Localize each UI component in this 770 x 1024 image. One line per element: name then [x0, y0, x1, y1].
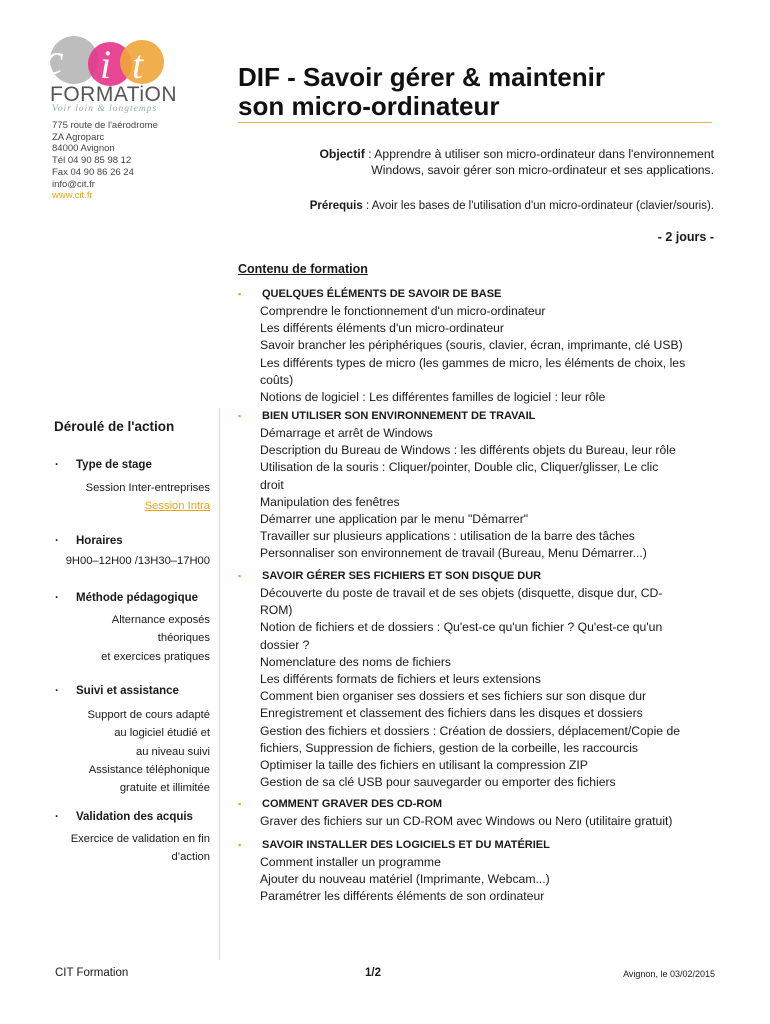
horaires-heading: · Horaires: [55, 535, 123, 547]
footer-company: CIT Formation: [55, 967, 129, 979]
section-heading: ▪ QUELQUES ÉLÉMENTS DE SAVOIR DE BASE: [238, 286, 718, 303]
title-line: son micro-ordinateur: [238, 91, 500, 121]
suivi-line: gratuite et illimitée: [119, 782, 210, 795]
section-item: Gestion de sa clé USB pour sauvegarder ou emporter des fichiers: [260, 775, 616, 790]
validation-line: Exercice de validation en fin: [70, 833, 210, 845]
bullet-icon: ▪: [238, 411, 242, 421]
suivi-line: au niveau suivi: [135, 745, 210, 758]
title-line: DIF - Savoir gérer & maintenir: [238, 62, 605, 92]
section-heading: ▪ SAVOIR INSTALLER DES LOGICIELS ET DU MATÉRIEL: [238, 837, 718, 854]
section-item: Les différents éléments d'un micro-ordinateur: [260, 321, 504, 336]
section-item: Comment installer un programme: [260, 855, 441, 869]
svg-text:c: c: [44, 35, 64, 84]
section-item: Nomenclature des noms de fichiers: [260, 654, 452, 669]
section-item: Notion de fichiers et de dossiers : Qu'est-ce qu'un fichier ? Qu'est-ce qu'un: [260, 620, 663, 635]
svg-text:i: i: [100, 42, 112, 87]
phone: Tél 04 90 85 98 12: [52, 155, 132, 167]
objectif-text: : Apprendre à utiliser son micro-ordinateur dans l'environnement: [364, 147, 714, 161]
address-block: [52, 120, 158, 202]
section-item: coûts): [260, 372, 294, 387]
section-item: Utilisation de la souris : Cliquer/pointer, Double clic, Cliquer/glisser, Le clic: [260, 460, 659, 475]
section-item: Ajouter du nouveau matériel (Imprimante, Webcam...): [260, 872, 550, 887]
section-heading: ▪ SAVOIR GÉRER SES FICHIERS ET SON DISQUE DUR: [238, 568, 718, 585]
validation-line: d’action: [171, 851, 210, 864]
duration: - 2 jours -: [657, 230, 714, 244]
section-item: Comprendre le fonctionnement d'un micro-ordinateur: [260, 304, 546, 318]
section-item: Découverte du poste de travail et de ses objets (disquette, disque dur, CD-: [260, 586, 663, 600]
content-section: [238, 286, 718, 406]
email-link[interactable]: info@cit.fr: [52, 178, 95, 190]
objectif-text: Windows, savoir gérer son micro-ordinateur et ses applications.: [371, 163, 714, 177]
validation-values: [40, 830, 210, 867]
content-title: Contenu de formation: [238, 262, 368, 276]
horaires-text: 9H00–12H00 /13H30–17H00: [65, 555, 210, 567]
bullet-icon: ▪: [238, 571, 242, 581]
methode-values: [40, 611, 210, 666]
section-item: droit: [260, 477, 284, 492]
section-item: Enregistrement et classement des fichiers dans les disques et dossiers: [260, 706, 643, 721]
methode-line: Alternance exposés: [111, 614, 210, 626]
section-heading: ▪ COMMENT GRAVER DES CD-ROM: [238, 796, 718, 813]
horaires-value: [40, 552, 210, 570]
sidebar-divider: [219, 408, 220, 960]
address-line: 775 route de l'aérodrome: [52, 120, 158, 131]
validation-heading: · Validation des acquis: [55, 811, 193, 823]
section-item: Démarrage et arrêt de Windows: [260, 426, 433, 440]
suivi-values: [40, 706, 210, 797]
content-section: [238, 568, 718, 791]
section-item: Personnaliser son environnement de travail (Bureau, Menu Démarrer...): [260, 546, 647, 561]
section-item: Notions de logiciel : Les différentes familles de logiciel : leur rôle: [260, 390, 606, 405]
title-underline: [238, 122, 712, 123]
content-section: [238, 408, 718, 563]
methode-line: théoriques: [157, 632, 210, 645]
section-item: Gestion des fichiers et dossiers : Création de dossiers, déplacement/Copie de: [260, 723, 681, 738]
type-stage-values: [40, 479, 210, 516]
fax: Fax 04 90 86 26 24: [52, 166, 134, 178]
prerequis-text: : Avoir les bases de l'utilisation d'un micro-ordinateur (clavier/souris).: [362, 200, 714, 212]
section-item: ROM): [260, 603, 293, 618]
section-item: dossier ?: [260, 637, 310, 652]
sidebar-title: Déroulé de l'action: [54, 419, 175, 434]
bullet-icon: ▪: [238, 840, 242, 850]
svg-text:t: t: [132, 42, 144, 87]
website-link[interactable]: www.cit.fr: [52, 190, 93, 202]
session-intra-link[interactable]: Session Intra: [144, 500, 210, 513]
content-section: [238, 796, 718, 830]
page-title: [238, 63, 605, 121]
section-item: Travailler sur plusieurs applications : utilisation de la barre des tâches: [260, 529, 635, 544]
suivi-line: Support de cours adapté: [87, 709, 210, 721]
section-item: Les différents types de micro (les gammes de micro, les éléments de choix, les: [260, 355, 686, 370]
address-line: 84000 Avignon: [52, 143, 115, 155]
footer-date: Avignon, le 03/02/2015: [623, 969, 715, 979]
type-stage-heading: · Type de stage: [55, 459, 152, 471]
methode-heading: · Méthode pédagogique: [55, 592, 199, 604]
section-item: Savoir brancher les périphériques (souris, clavier, écran, imprimante, clé USB): [260, 338, 683, 353]
bullet-icon: ▪: [238, 289, 242, 299]
section-item: Graver des fichiers sur un CD-ROM avec Windows ou Nero (utilitaire gratuit): [260, 814, 673, 828]
logo-formation-text: FORMATiON: [50, 83, 177, 106]
objectif-block: [238, 146, 714, 178]
section-item: fichiers, Suppression de fichiers, gestion de la corbeille, les raccourcis: [260, 740, 638, 755]
bullet-icon: ▪: [238, 799, 242, 809]
section-item: Les différents formats de fichiers et leurs extensions: [260, 672, 541, 687]
section-item: Optimiser la taille des fichiers en utilisant la compression ZIP: [260, 758, 588, 773]
suivi-line: Assistance téléphonique: [88, 763, 210, 776]
section-item: Comment bien organiser ses dossiers et ses fichiers sur son disque dur: [260, 689, 647, 704]
section-item: Manipulation des fenêtres: [260, 494, 400, 509]
section-item: Description du Bureau de Windows : les différents objets du Bureau, leur rôle: [260, 443, 676, 458]
suivi-heading: · Suivi et assistance: [55, 685, 179, 697]
methode-line: et exercices pratiques: [101, 650, 210, 663]
section-heading: ▪ BIEN UTILISER SON ENVIRONNEMENT DE TRAVAIL: [238, 408, 718, 425]
section-item: Démarrer une application par le menu "Démarrer": [260, 512, 529, 527]
address-line: ZA Agroparc: [52, 131, 105, 143]
prerequis-block: [238, 199, 714, 214]
session-inter: Session Inter-entreprises: [85, 482, 210, 494]
section-item: Paramétrer les différents éléments de son ordinateur: [260, 889, 545, 904]
page-number: 1/2: [365, 967, 381, 979]
objectif-label: Objectif: [319, 147, 365, 161]
logo-tagline: Voir loin & longtemps: [52, 104, 158, 114]
suivi-line: au logiciel étudié et: [114, 727, 210, 740]
content-section: [238, 837, 718, 906]
prerequis-label: Prérequis: [309, 200, 363, 212]
